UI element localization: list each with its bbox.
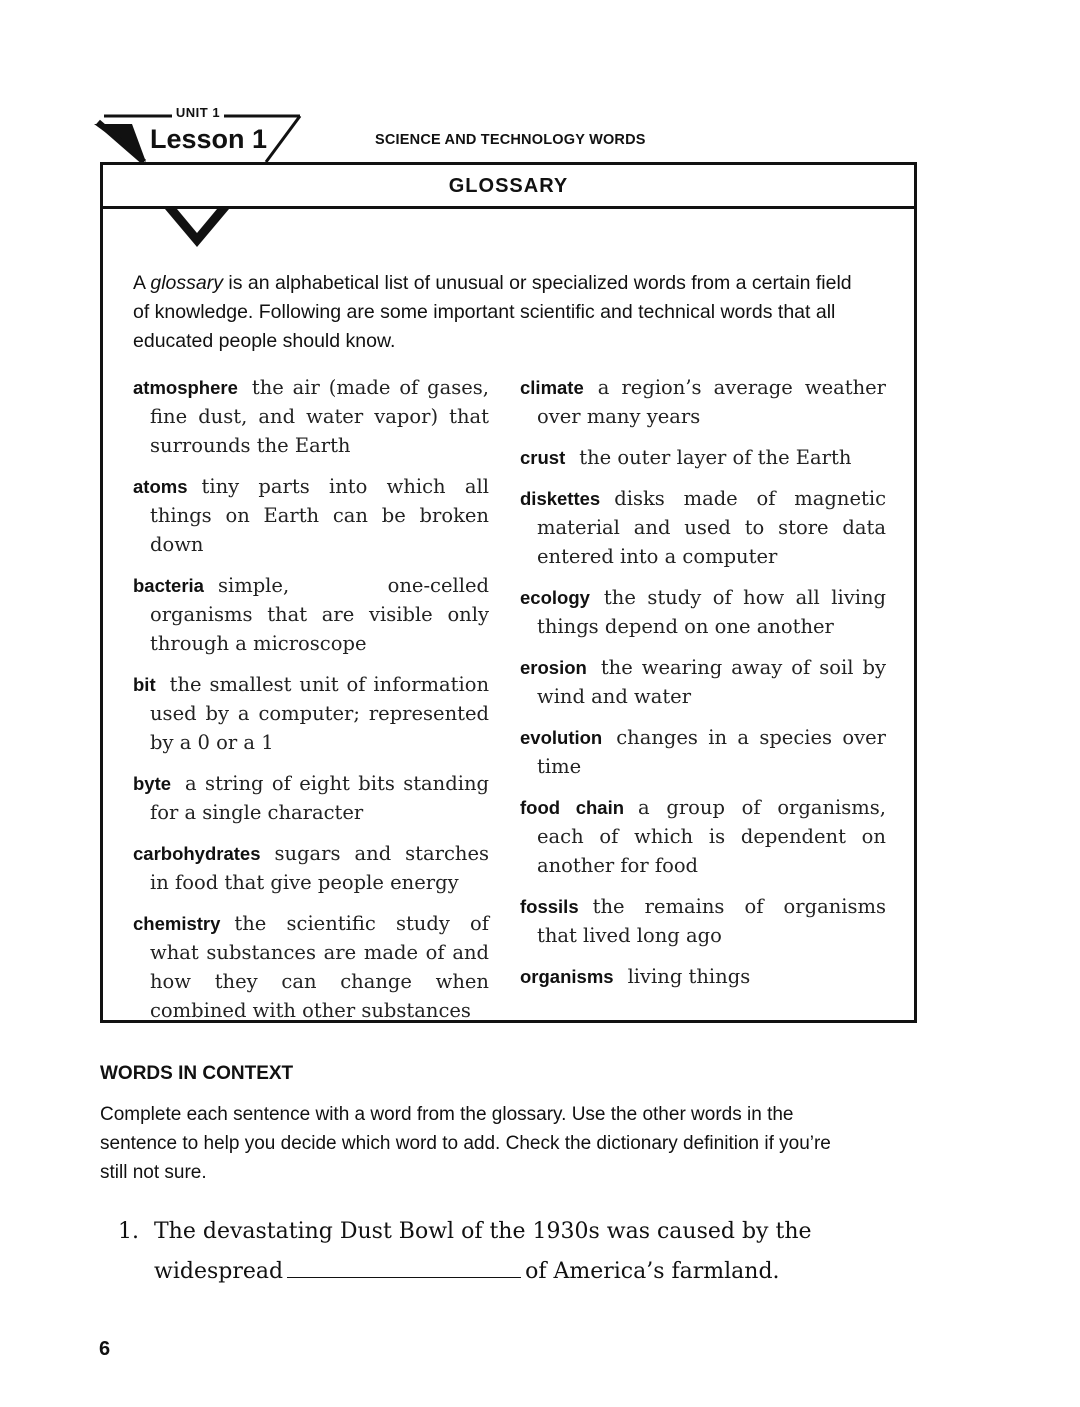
- glossary-definition: the study of how all living things depend on one another: [537, 586, 886, 638]
- glossary-term: evolution: [520, 727, 603, 748]
- question-before-blank: The devastating Dust Bowl of the 1930s was caused by the widespread: [154, 1219, 812, 1284]
- glossary-definition: the outer layer of the Earth: [579, 446, 852, 469]
- glossary-entry: [133, 769, 489, 827]
- glossary-definition: the wearing away of soil by wind and water: [537, 656, 886, 708]
- glossary-term: atmosphere: [133, 377, 238, 398]
- glossary-term: crust: [520, 447, 566, 468]
- words-in-context-instructions: Complete each sentence with a word from the glossary. Use the other words in the sentence to help you decide which word to add. Check the dictionary definition if you’re still not sure.: [100, 1104, 831, 1183]
- glossary-term: erosion: [520, 657, 587, 678]
- glossary-intro: [133, 269, 853, 356]
- glossary-entry: [520, 962, 886, 991]
- glossary-term: climate: [520, 377, 584, 398]
- glossary-term: organisms: [520, 966, 614, 987]
- question-text: [154, 1212, 844, 1292]
- glossary-entry: [520, 484, 886, 571]
- glossary-title: GLOSSARY: [103, 165, 914, 209]
- lesson-banner: [94, 104, 304, 166]
- glossary-term: carbohydrates: [133, 843, 261, 864]
- glossary-column-right: [520, 373, 886, 1003]
- intro-rest: is an alphabetical list of unusual or specialized words from a certain field of knowledge. Following are some important scientific and technical words that all educated people should know.: [133, 272, 852, 352]
- answer-blank[interactable]: [287, 1253, 521, 1278]
- glossary-definition: a string of eight bits standing for a single character: [150, 772, 489, 824]
- down-pointer-icon: [165, 209, 229, 249]
- intro-italic-word: glossary: [150, 272, 223, 294]
- page-number: 6: [99, 1338, 111, 1360]
- glossary-term: food chain: [520, 797, 625, 818]
- glossary-entry: [133, 373, 489, 460]
- glossary-term: chemistry: [133, 913, 221, 934]
- glossary-term: bit: [133, 674, 156, 695]
- glossary-definition: a group of organisms, each of which is dependent on another for food: [537, 796, 886, 877]
- glossary-definition: the smallest unit of information used by a computer; represented by a 0 or a 1: [150, 673, 489, 754]
- glossary-entry: [133, 472, 489, 559]
- glossary-term: ecology: [520, 587, 590, 608]
- glossary-definition: the remains of organisms that lived long ago: [537, 895, 886, 947]
- question-number: 1.: [118, 1219, 139, 1244]
- glossary-entry: [520, 793, 886, 880]
- glossary-entry: [133, 839, 489, 897]
- glossary-term: bacteria: [133, 575, 204, 596]
- glossary-definition: a region’s average weather over many years: [537, 376, 886, 428]
- glossary-entry: [520, 723, 886, 781]
- glossary-box: [100, 162, 917, 1023]
- glossary-entry: [133, 571, 489, 658]
- unit-label: UNIT 1: [172, 106, 224, 120]
- glossary-definition: the scientific study of what substances are made of and how they can change when combined with other substances: [150, 912, 489, 1022]
- glossary-entry: [133, 909, 489, 1025]
- glossary-entry: [520, 583, 886, 641]
- glossary-entry: [133, 670, 489, 757]
- glossary-definition: sugars and starches in food that give people energy: [150, 842, 489, 894]
- glossary-definition: living things: [627, 965, 751, 988]
- question-after-blank: of America’s farmland.: [525, 1259, 780, 1284]
- glossary-term: fossils: [520, 896, 579, 917]
- glossary-entry: [520, 653, 886, 711]
- glossary-definition: tiny parts into which all things on Earth can be broken down: [150, 475, 489, 556]
- lesson-title: Lesson 1: [150, 124, 268, 154]
- glossary-column-left: [133, 373, 489, 1037]
- glossary-term: atoms: [133, 476, 188, 497]
- glossary-definition: disks made of magnetic material and used to store data entered into a computer: [537, 487, 886, 568]
- glossary-term: diskettes: [520, 488, 601, 509]
- glossary-definition: simple, one-celled organisms that are visible only through a microscope: [150, 574, 489, 655]
- glossary-entry: [520, 373, 886, 431]
- intro-lead: A: [133, 272, 151, 294]
- glossary-definition: changes in a species over time: [537, 726, 886, 778]
- words-in-context-heading: WORDS IN CONTEXT: [100, 1063, 294, 1084]
- glossary-entry: [520, 892, 886, 950]
- unit-subject: SCIENCE AND TECHNOLOGY WORDS: [375, 132, 646, 148]
- glossary-definition: the air (made of gases, fine dust, and water vapor) that surrounds the Earth: [150, 376, 489, 457]
- glossary-entry: [520, 443, 886, 472]
- glossary-term: byte: [133, 773, 172, 794]
